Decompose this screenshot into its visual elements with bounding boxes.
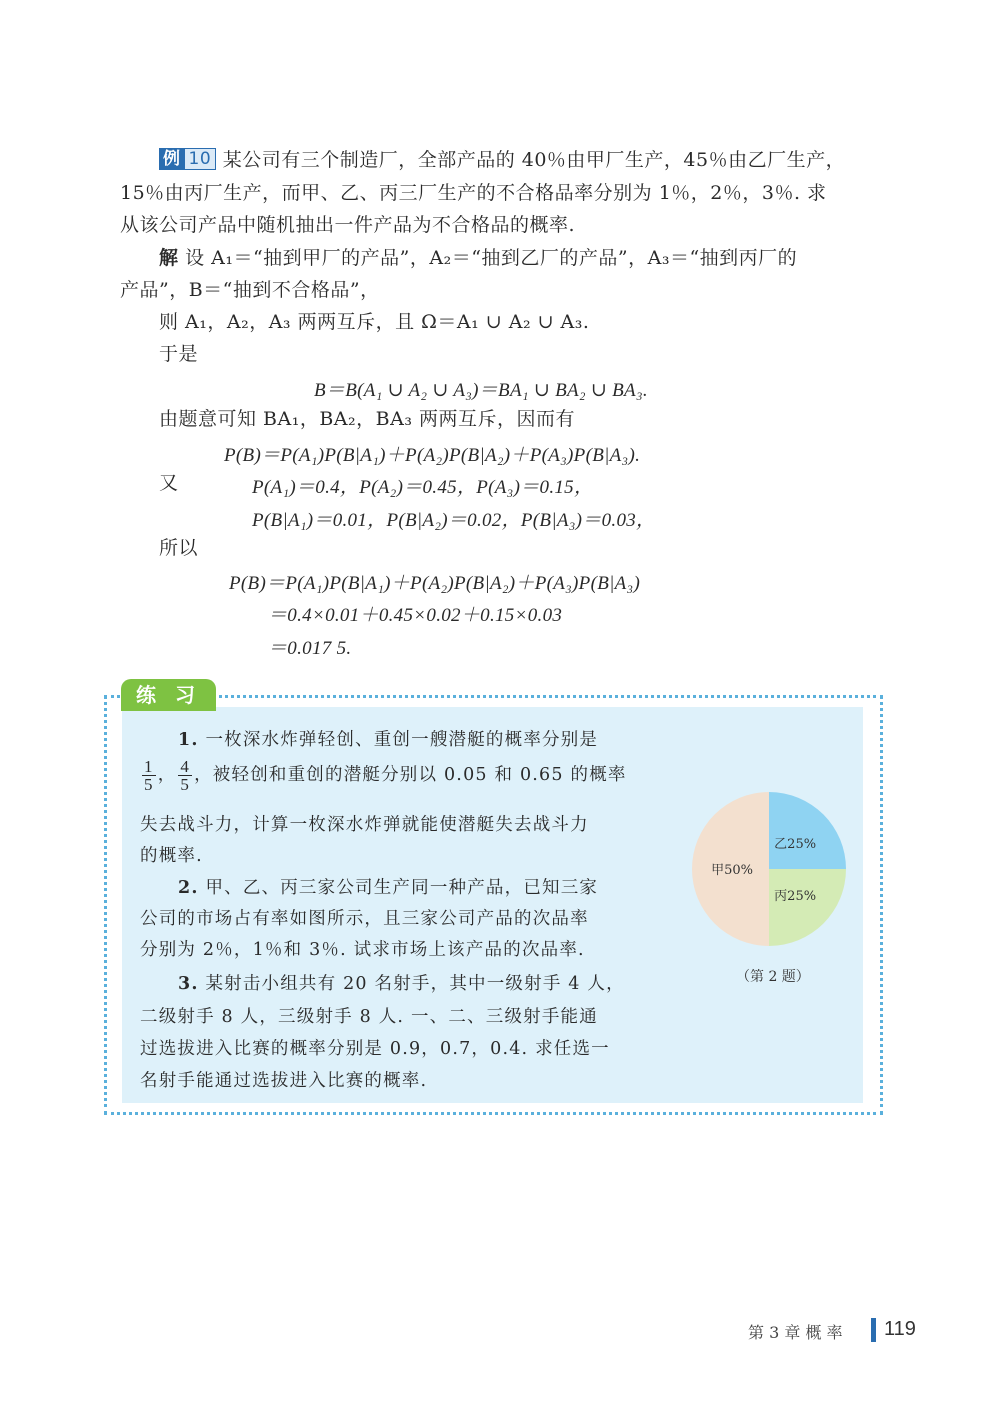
also-label: 又 [159,472,179,494]
q2-line-3: 分别为 2％，1％和 3％. 试求市场上该产品的次品率. [140,940,585,960]
chapter-label: 第 3 章 概 率 [748,1323,843,1342]
fraction-four-fifths: $\frac{4}{5}$ [180,757,191,794]
q3-line-3: 过选拔进入比赛的概率分别是 0.9，0.7，0.4. 求任选一 [140,1039,610,1059]
page-number-bar [871,1318,876,1342]
fraction-one-fifth: $\frac{1}{5}$ [144,757,154,794]
example-line-3: 从该公司产品中随机抽出一件产品为不合格品的概率. [120,214,576,236]
example-line-1 [159,144,845,176]
pie-label-2: 甲50% [711,863,753,878]
q1-text-2: ，被轻创和重创的潜艇分别以 0.05 和 0.65 的概率 [194,765,627,785]
q1-line-3: 失去战斗力，计算一枚深水炸弹就能使潜艇失去战斗力 [140,815,589,835]
q1-line-1 [178,725,598,756]
solution-line-3: 则 A₁，A₂，A₃ 两两互斥，且 Ω＝A₁ ∪ A₂ ∪ A₃. [159,311,590,333]
solution-line-1 [159,242,797,274]
equation-1: B＝B(A₁ ∪ A₂ ∪ A₃)＝BA₁ ∪ BA₂ ∪ BA₃. [314,380,648,401]
q2-text-1: 甲、乙、丙三家公司生产同一种产品，已知三家 [205,878,599,898]
pie-label-0: 乙25% [774,836,817,852]
example-line-2: 15％由丙厂生产，而甲、乙、丙三厂生产的不合格品率分别为 1％，2％，3％. 求 [120,182,827,204]
solution-line-2: 产品”，B＝“抽到不合格品”， [120,279,380,301]
example-text-1: 某公司有三个制造厂，全部产品的 40％由甲厂生产，45％由乙厂生产， [222,149,846,171]
solution-line-4: 于是 [159,343,199,365]
solution-label: 解 [159,247,179,269]
pie-slice-0 [769,792,846,869]
q2-line-1 [178,873,598,904]
page-number: 119 [884,1318,916,1340]
q3-line-4: 名射手能通过选拔进入比赛的概率. [140,1071,428,1091]
so-label: 所以 [159,537,199,559]
equation-7: ＝0.017 5. [268,638,352,659]
q2-number: 2. [178,878,199,898]
market-share-pie-chart [688,788,850,950]
exercise-title: 练 习 [121,679,216,711]
q1-number: 1. [178,730,199,750]
q3-number: 3. [178,974,199,994]
pie-label-1: 丙25% [774,889,817,905]
q3-line-2: 二级射手 8 人，三级射手 8 人. 一、二、三级射手能通 [140,1007,598,1027]
solution-line-5: 由题意可知 BA₁，BA₂，BA₃ 两两互斥，因而有 [159,408,575,430]
pie-slice-1 [769,869,846,946]
figure-caption: （第 2 题） [736,969,810,985]
example-label: 例 10 [159,147,216,171]
q2-line-2: 公司的市场占有率如图所示，且三家公司产品的次品率 [140,909,589,929]
q3-line-1 [178,969,625,1000]
equation-5: P(B)＝P(A₁)P(B|A₁)＋P(A₂)P(B|A₂)＋P(A₃)P(B|A₃) [229,573,641,594]
equation-4: P(B|A₁)＝0.01，P(B|A₂)＝0.02，P(B|A₃)＝0.03， [252,510,656,531]
q1-line-2: $\frac{1}{5}$ ， $\frac{4}{5}$ ，被轻创和重创的潜艇分别以 0.05 和 0.65 的概率 [144,757,627,794]
q3-text-1: 某射击小组共有 20 名射手，其中一级射手 4 人， [205,974,625,994]
q1-text-1: 一枚深水炸弹轻创、重创一艘潜艇的概率分别是 [205,730,599,750]
equation-2: P(B)＝P(A₁)P(B|A₁)＋P(A₂)P(B|A₂)＋P(A₃)P(B|A₃). [224,445,641,466]
equation-6: ＝0.4×0.01＋0.45×0.02＋0.15×0.03 [268,605,563,626]
equation-3: P(A₁)＝0.4，P(A₂)＝0.45，P(A₃)＝0.15， [252,477,594,498]
q1-line-4: 的概率. [140,846,203,866]
solution-text-1: 设 A₁＝“抽到甲厂的产品”，A₂＝“抽到乙厂的产品”，A₃＝“抽到丙厂的 [185,247,798,269]
